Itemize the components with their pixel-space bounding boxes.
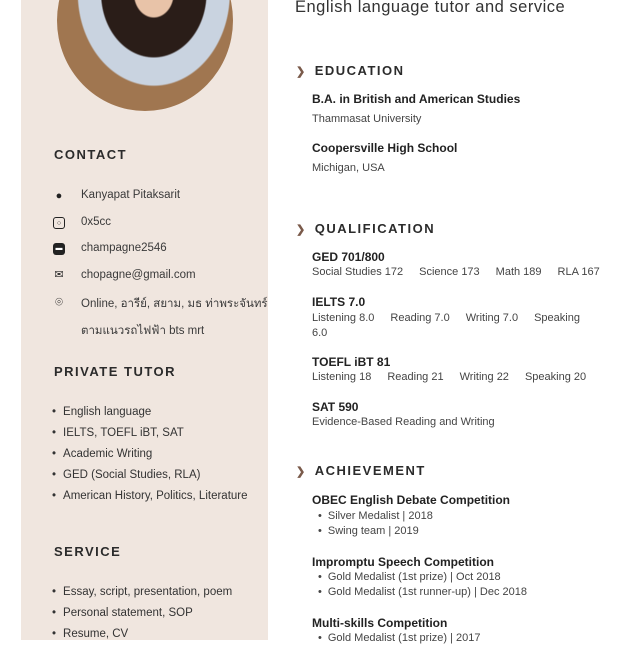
subtitle: English language tutor and service [295,0,566,16]
contact-facebook: Kanyapat Pitaksarit [81,189,181,201]
education-sub: Michigan, USA [312,162,385,174]
list-item: • Resume, CV [52,624,232,645]
list-item: • Silver Medalist | 2018 [318,509,433,524]
score: Writing 7.0 [465,312,519,324]
contact-location-line2: ตามแนวรถไฟฟ้า bts mrt [81,325,205,337]
achievement-points [318,631,481,646]
qual-title: IELTS 7.0 [312,295,366,309]
list-item: • GED (Social Studies, RLA) [52,465,248,486]
score: Evidence-Based Reading and Writing [312,416,495,428]
list-item: • IELTS, TOEFL iBT, SAT [52,423,248,444]
education-heading-text: EDUCATION [314,63,405,78]
contact-email: chopagne@gmail.com [81,269,196,281]
score: RLA 167 [557,266,600,278]
education-heading [296,63,405,78]
chevron-right-icon: ❯ [296,466,307,478]
education-sub: Thammasat University [312,113,422,125]
chevron-right-icon: ❯ [296,224,307,236]
list-item: • American History, Politics, Literature [52,486,248,507]
score: Listening 18 [312,371,372,383]
score: Reading 21 [387,371,444,383]
list-item: • Swing team | 2019 [318,524,433,539]
facebook-icon: ● [55,190,63,202]
list-item: • Gold Medalist (1st runner-up) | Dec 2018 [318,585,527,600]
list-item: • Gold Medalist (1st prize) | Oct 2018 [318,570,527,585]
achievement-points [318,509,433,539]
service-heading: SERVICE [54,544,122,559]
list-item: • Personal statement, SOP [52,603,232,624]
qual-scores [312,416,511,428]
education-title: Coopersville High School [312,141,458,155]
contact-instagram: 0x5cc [81,216,112,228]
qual-scores [312,311,612,341]
tutor-list [52,402,248,507]
qual-title: TOEFL iBT 81 [312,355,391,369]
education-title: B.A. in British and American Studies [312,92,521,106]
location-icon: ⌾ [55,294,63,309]
list-item: • Gold Medalist (1st prize) | 2017 [318,631,481,646]
score: Speaking 20 [524,371,587,383]
score: Science 173 [419,266,480,278]
score: Writing 22 [459,371,509,383]
score: Reading 7.0 [390,312,450,324]
instagram-icon: ○ [53,217,65,229]
contact-heading: CONTACT [54,147,128,162]
qualification-heading-text: QUALIFICATION [314,221,436,236]
list-item: • Academic Writing [52,444,248,465]
score: Speaking 6.0 [312,312,580,339]
achievement-title: OBEC English Debate Competition [312,493,511,507]
list-item: • Essay, script, presentation, poem [52,582,232,603]
contact-line: champagne2546 [81,242,167,254]
qual-title: SAT 590 [312,400,359,414]
score: Social Studies 172 [312,266,404,278]
qual-scores [312,266,616,278]
mail-icon: ✉ [54,269,64,281]
achievement-title: Multi-skills Competition [312,616,448,630]
achievement-points [318,570,527,600]
qual-scores [312,371,602,383]
score: Math 189 [495,266,542,278]
achievement-heading [296,463,426,478]
contact-location: Online, อารีย์, สยาม, มธ ท่าพระจันทร์ [81,298,268,310]
private-tutor-heading: PRIVATE TUTOR [54,364,177,379]
chevron-right-icon: ❯ [296,66,307,78]
qualification-heading [296,221,435,236]
service-list [52,582,232,645]
qual-title: GED 701/800 [312,250,385,264]
list-item: • English language [52,402,248,423]
achievement-heading-text: ACHIEVEMENT [314,463,426,478]
score: Listening 8.0 [312,312,375,324]
line-icon: ▬ [53,243,65,255]
achievement-title: Impromptu Speech Competition [312,555,495,569]
